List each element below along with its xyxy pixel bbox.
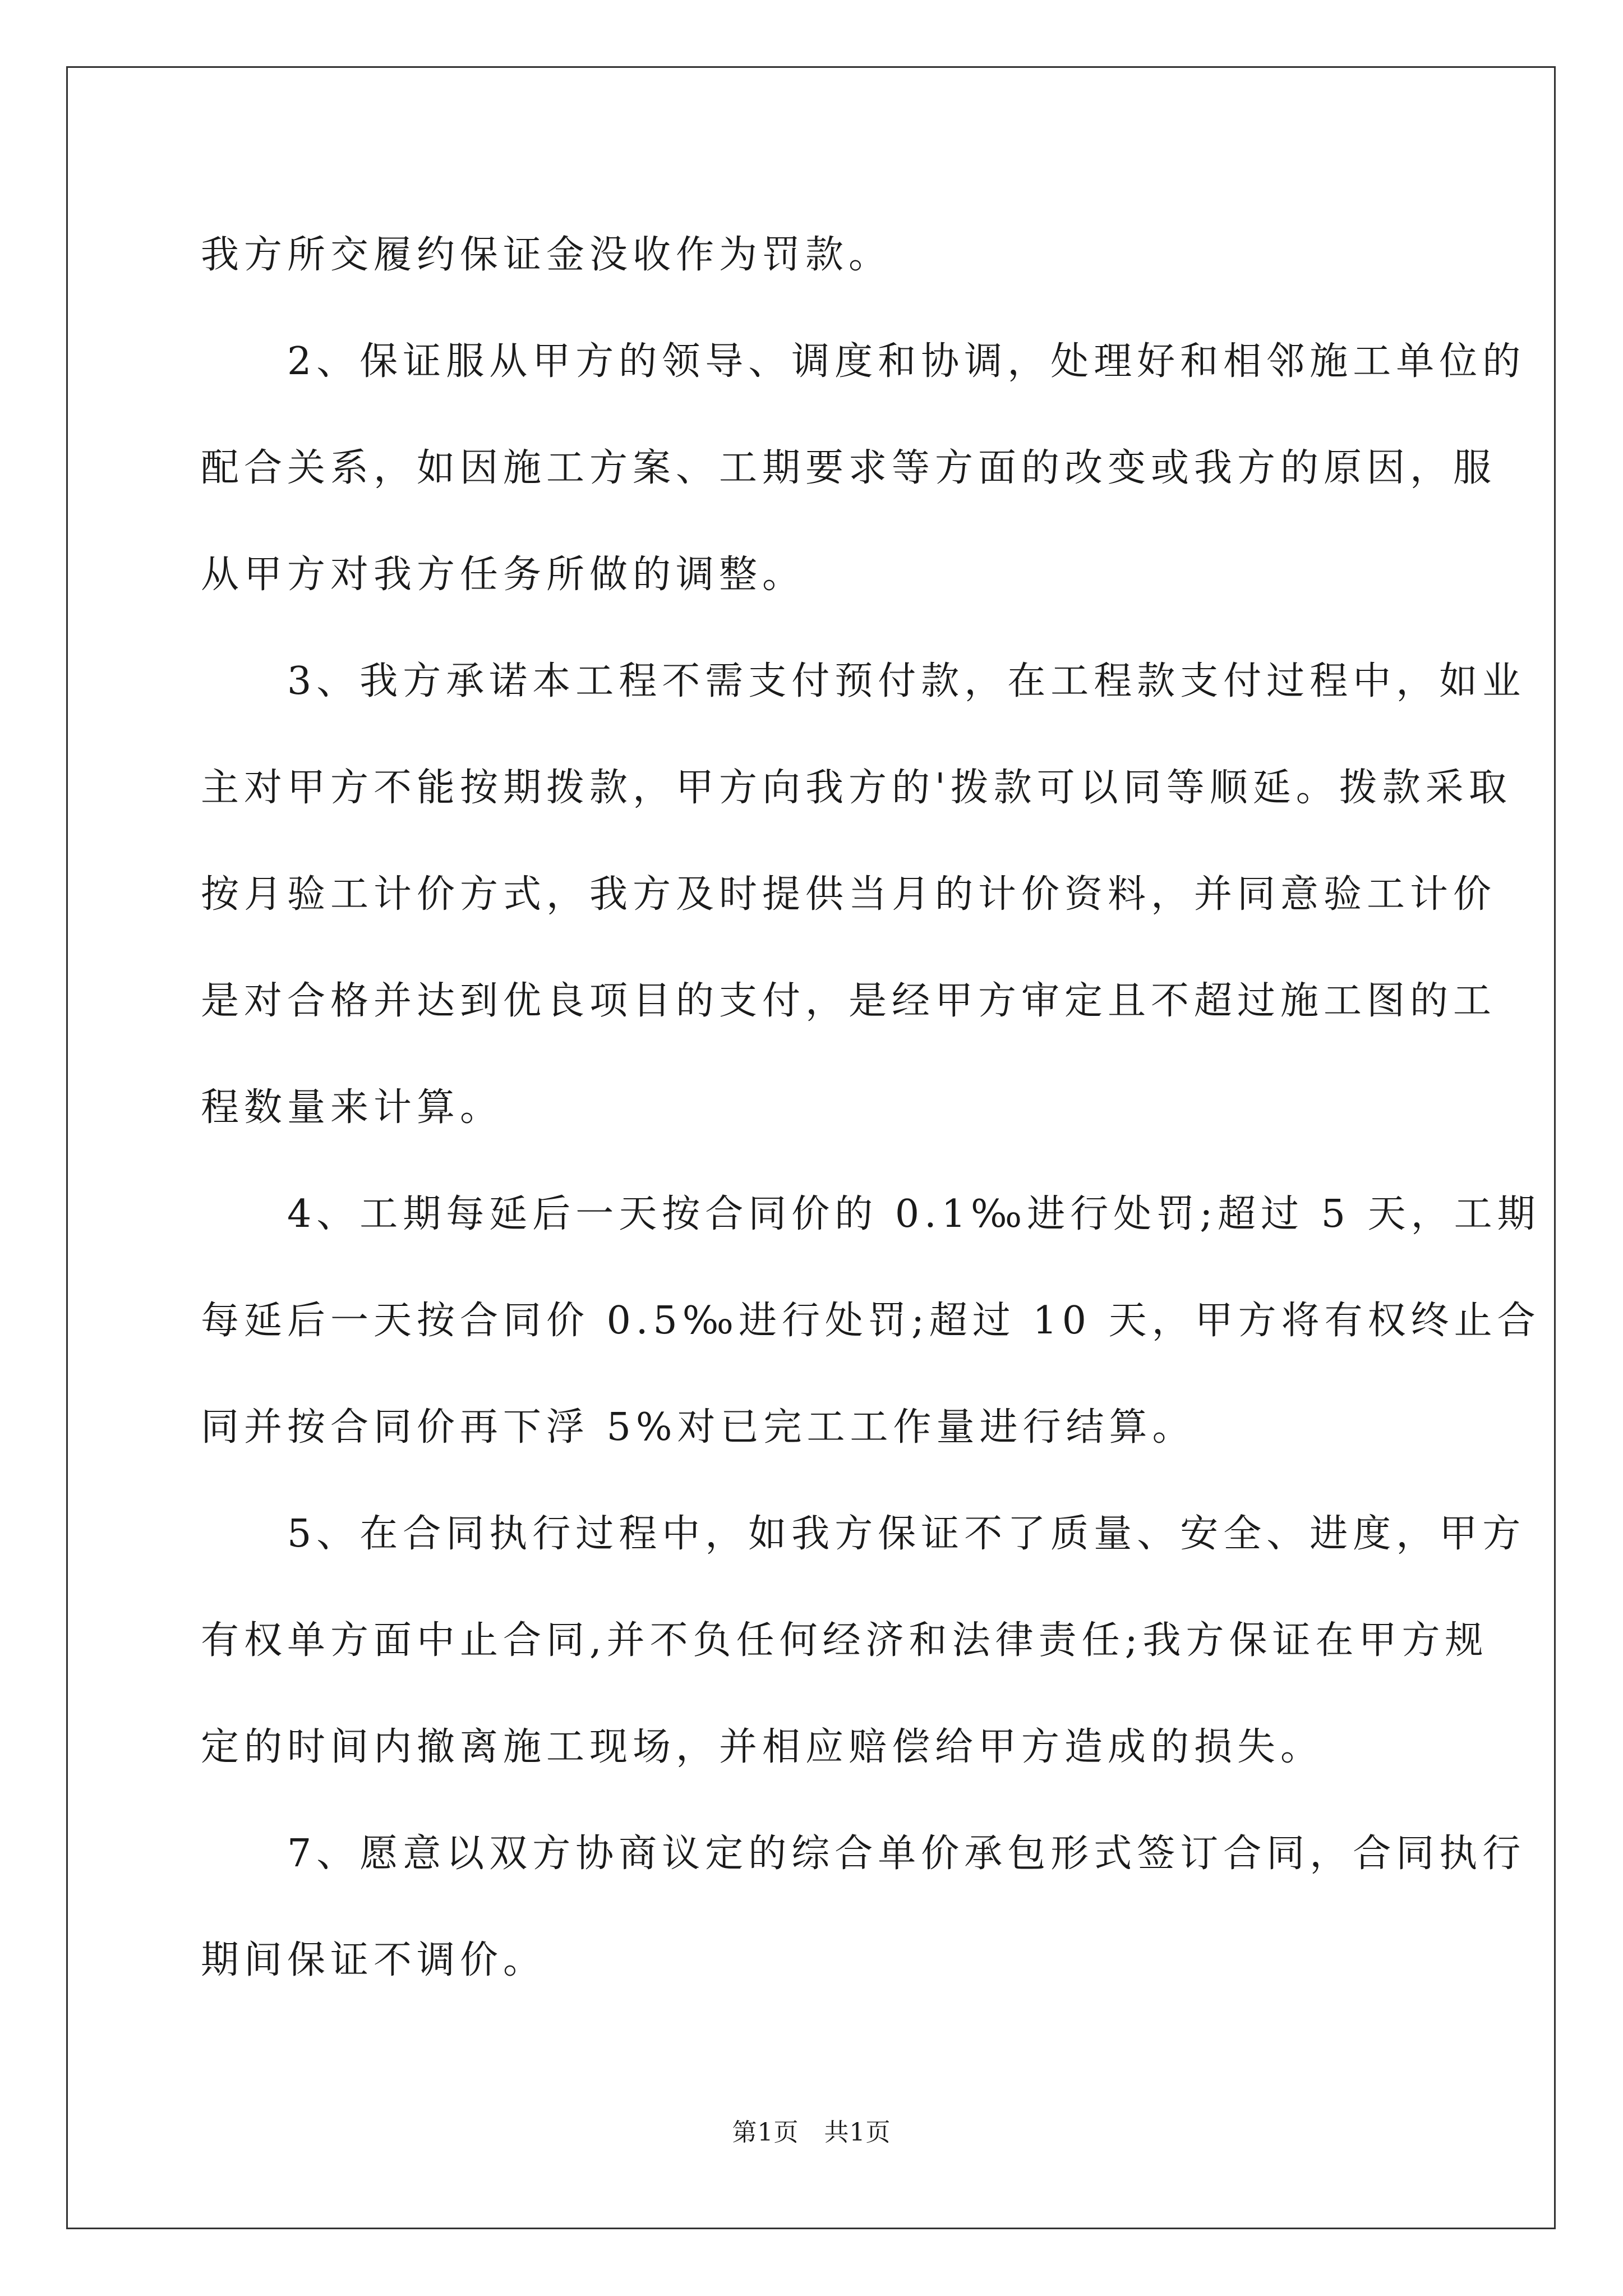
- text-line: 同并按合同价再下浮 5%对已完工工作量进行结算。: [201, 1405, 1196, 1450]
- text-line: 程数量来计算。: [201, 1085, 504, 1130]
- text-line: 配合关系，如因施工方案、工期要求等方面的改变或我方的原因，服: [201, 446, 1497, 490]
- text-line: 有权单方面中止合同,并不负任何经济和法律责任;我方保证在甲方规: [201, 1618, 1488, 1663]
- text-line: 我方所交履约保证金没收作为罚款。: [201, 233, 892, 277]
- text-line: 从甲方对我方任务所做的调整。: [201, 553, 806, 597]
- page-footer: 第1页 共1页: [732, 2118, 891, 2147]
- document-body: [201, 227, 1541, 2039]
- text-line: 4、工期每延后一天按合同价的 0.1‰进行处罚;超过 5 天，工期: [201, 1192, 1541, 1236]
- text-line: 是对合格并达到优良项目的支付，是经甲方审定且不超过施工图的工: [201, 979, 1497, 1023]
- text-line: 主对甲方不能按期拨款，甲方向我方的'拨款可以同等顺延。拨款采取: [201, 766, 1512, 810]
- text-line: 按月验工计价方式，我方及时提供当月的计价资料，并同意验工计价: [201, 872, 1497, 917]
- text-line: 定的时间内撤离施工现场，并相应赔偿给甲方造成的损失。: [201, 1725, 1324, 1769]
- text-line: 2、保证服从甲方的领导、调度和协调，处理好和相邻施工单位的: [201, 339, 1526, 384]
- text-line: 期间保证不调价。: [201, 1938, 547, 1982]
- text-line: 5、在合同执行过程中，如我方保证不了质量、安全、进度，甲方: [201, 1512, 1526, 1556]
- text-line: 每延后一天按合同价 0.5‰进行处罚;超过 10 天，甲方将有权终止合: [201, 1299, 1541, 1343]
- text-line: 3、我方承诺本工程不需支付预付款，在工程款支付过程中，如业: [201, 659, 1526, 703]
- text-line: 7、愿意以双方协商议定的综合单价承包形式签订合同，合同执行: [201, 1832, 1526, 1876]
